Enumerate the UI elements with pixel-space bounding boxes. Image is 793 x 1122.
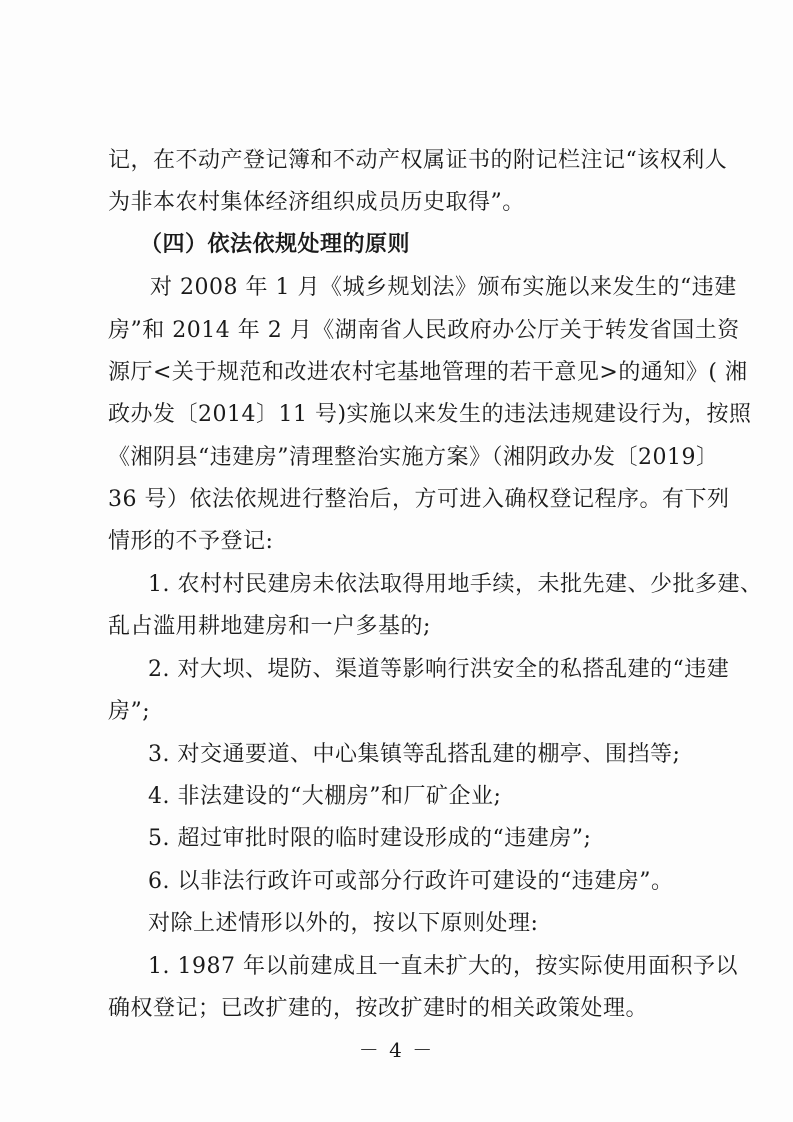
paragraph-line-3: 对 2008 年 1 月《城乡规划法》颁布实施以来发生的“违建: [150, 275, 737, 300]
paragraph-line-5: 源厅<关于规范和改进农村宅基地管理的若干意见>的通知》( 湘: [108, 360, 748, 385]
list-item-6: 6. 以非法行政许可或部分行政许可建设的“违建房”。: [148, 869, 674, 894]
principle-1-line-1: 1. 1987 年以前建成且一直未扩大的，按实际使用面积予以: [148, 954, 738, 979]
list-item-4: 4. 非法建设的“大棚房”和厂矿企业;: [148, 784, 502, 809]
page-number: － 4 －: [358, 1038, 435, 1062]
principle-1-line-2: 确权登记；已改扩建的，按改扩建时的相关政策处理。: [108, 996, 649, 1021]
paragraph-line-1: 记，在不动产登记簿和不动产权属证书的附记栏注记“该权利人: [108, 148, 728, 173]
list-item-2-line-1: 2. 对大坝、堤防、渠道等影响行洪安全的私搭乱建的“违建: [148, 657, 730, 682]
paragraph-line-2: 为非本农村集体经济组织成员历史取得”。: [108, 190, 525, 215]
paragraph-line-8: 36 号）依法依规进行整治后，方可进入确权登记程序。有下列: [108, 487, 730, 512]
paragraph-line-9: 情形的不予登记:: [108, 529, 274, 554]
paragraph-line-4: 房”和 2014 年 2 月《湖南省人民政府办公厅关于转发省国土资: [108, 318, 740, 343]
list-item-2-line-2: 房”;: [108, 699, 151, 724]
list-item-3: 3. 对交通要道、中心集镇等乱搭乱建的棚亭、围挡等;: [148, 742, 681, 767]
paragraph-line-6: 政办发〔2014〕11 号)实施以来发生的违法违规建设行为，按照: [108, 402, 752, 427]
paragraph-line-7: 《湘阴县“违建房”清理整治实施方案》（湘阴政办发〔2019〕: [108, 445, 719, 470]
section-heading: （四）依法依规处理的原则: [140, 232, 411, 257]
list-item-5: 5. 超过审批时限的临时建设形成的“违建房”;: [148, 826, 592, 851]
list-item-1-line-2: 乱占滥用耕地建房和一户多基的;: [108, 614, 431, 639]
list-item-1-line-1: 1. 农村村民建房未依法取得用地手续，未批先建、少批多建、: [148, 572, 763, 597]
paragraph-line-10: 对除上述情形以外的，按以下原则处理:: [148, 911, 539, 936]
